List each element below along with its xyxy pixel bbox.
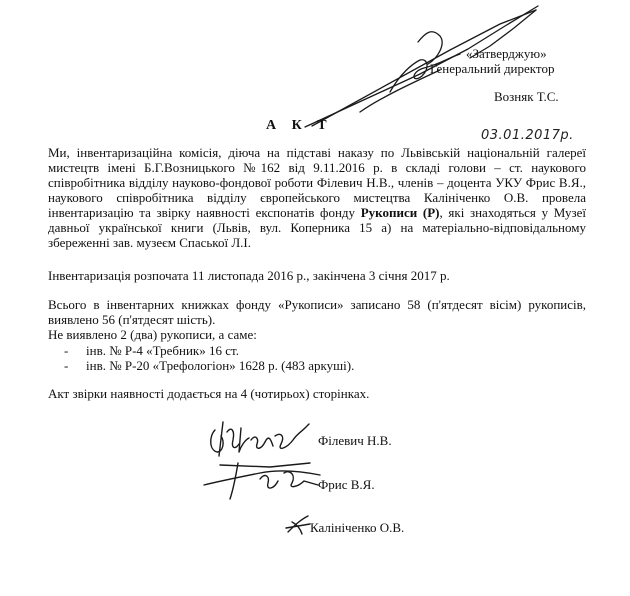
missing-item-1: інв. № Р-4 «Требник» 16 ст. <box>86 343 239 358</box>
document-title: А К Т <box>266 118 333 133</box>
filevych-signature <box>205 418 325 460</box>
p1-bold-fund: Рукописи (Р) <box>360 205 440 220</box>
paragraph-totals: Всього в інвентарних книжках фонду «Рукописи» записано 58 (п'ятдесят вісім) рукописів, виявлено 56 (п'ятдесят шість). <box>48 297 586 327</box>
paragraph-dates: Інвентаризація розпочата 11 листопада 2016 р., закінчена 3 січня 2017 р. <box>48 268 450 283</box>
signatory-frys: Фрис В.Я. <box>318 477 375 492</box>
p1-suffix: , які знаходяться у Музеї давньої української книги (Львів, вул. Коперника 15 а) на матеріально-відповідальному збереженні зав. музеєм Спаської Л.І. <box>48 205 586 250</box>
signatory-filevych: Філевич Н.В. <box>318 433 392 448</box>
approval-name: Возняк Т.С. <box>494 89 559 104</box>
p1-prefix: Ми, інвентаризаційна комісія, діюча на підставі наказу по Львівській національній галереї мистецтв імені Б.Г.Возницького №162 від 9.11.2016 р. в складі голови – ст. наукового співробітника відділу науково-фондової роботи Філевич Н.В., членів – доцента УКУ Фрис В.Я., наукового співробітника відділу європейського мистецтва Калініченко О.В. провела інвентаризацію та звірку наявності експонатів фонду <box>48 145 586 220</box>
list-item <box>64 358 354 373</box>
handwritten-date: 03.01.2017р. <box>481 128 574 143</box>
approval-position: Генеральний директор <box>430 61 555 76</box>
missing-item-2: інв. № Р-20 «Трефологіон» 1628 р. (483 аркуші). <box>86 358 355 373</box>
approval-stamp: «Затверджую» <box>466 46 547 61</box>
paragraph-commission <box>48 145 586 250</box>
bullet-dash: - <box>64 343 69 358</box>
frys-signature <box>200 455 330 503</box>
signatory-kalinichenko: Калініченко О.В. <box>310 520 405 535</box>
paragraph-attachment: Акт звірки наявності додається на 4 (чотирьох) сторінках. <box>48 386 370 401</box>
paragraph-missing-intro: Не виявлено 2 (два) рукописи, а саме: <box>48 327 257 342</box>
bullet-dash: - <box>64 358 69 373</box>
list-item <box>64 343 239 358</box>
